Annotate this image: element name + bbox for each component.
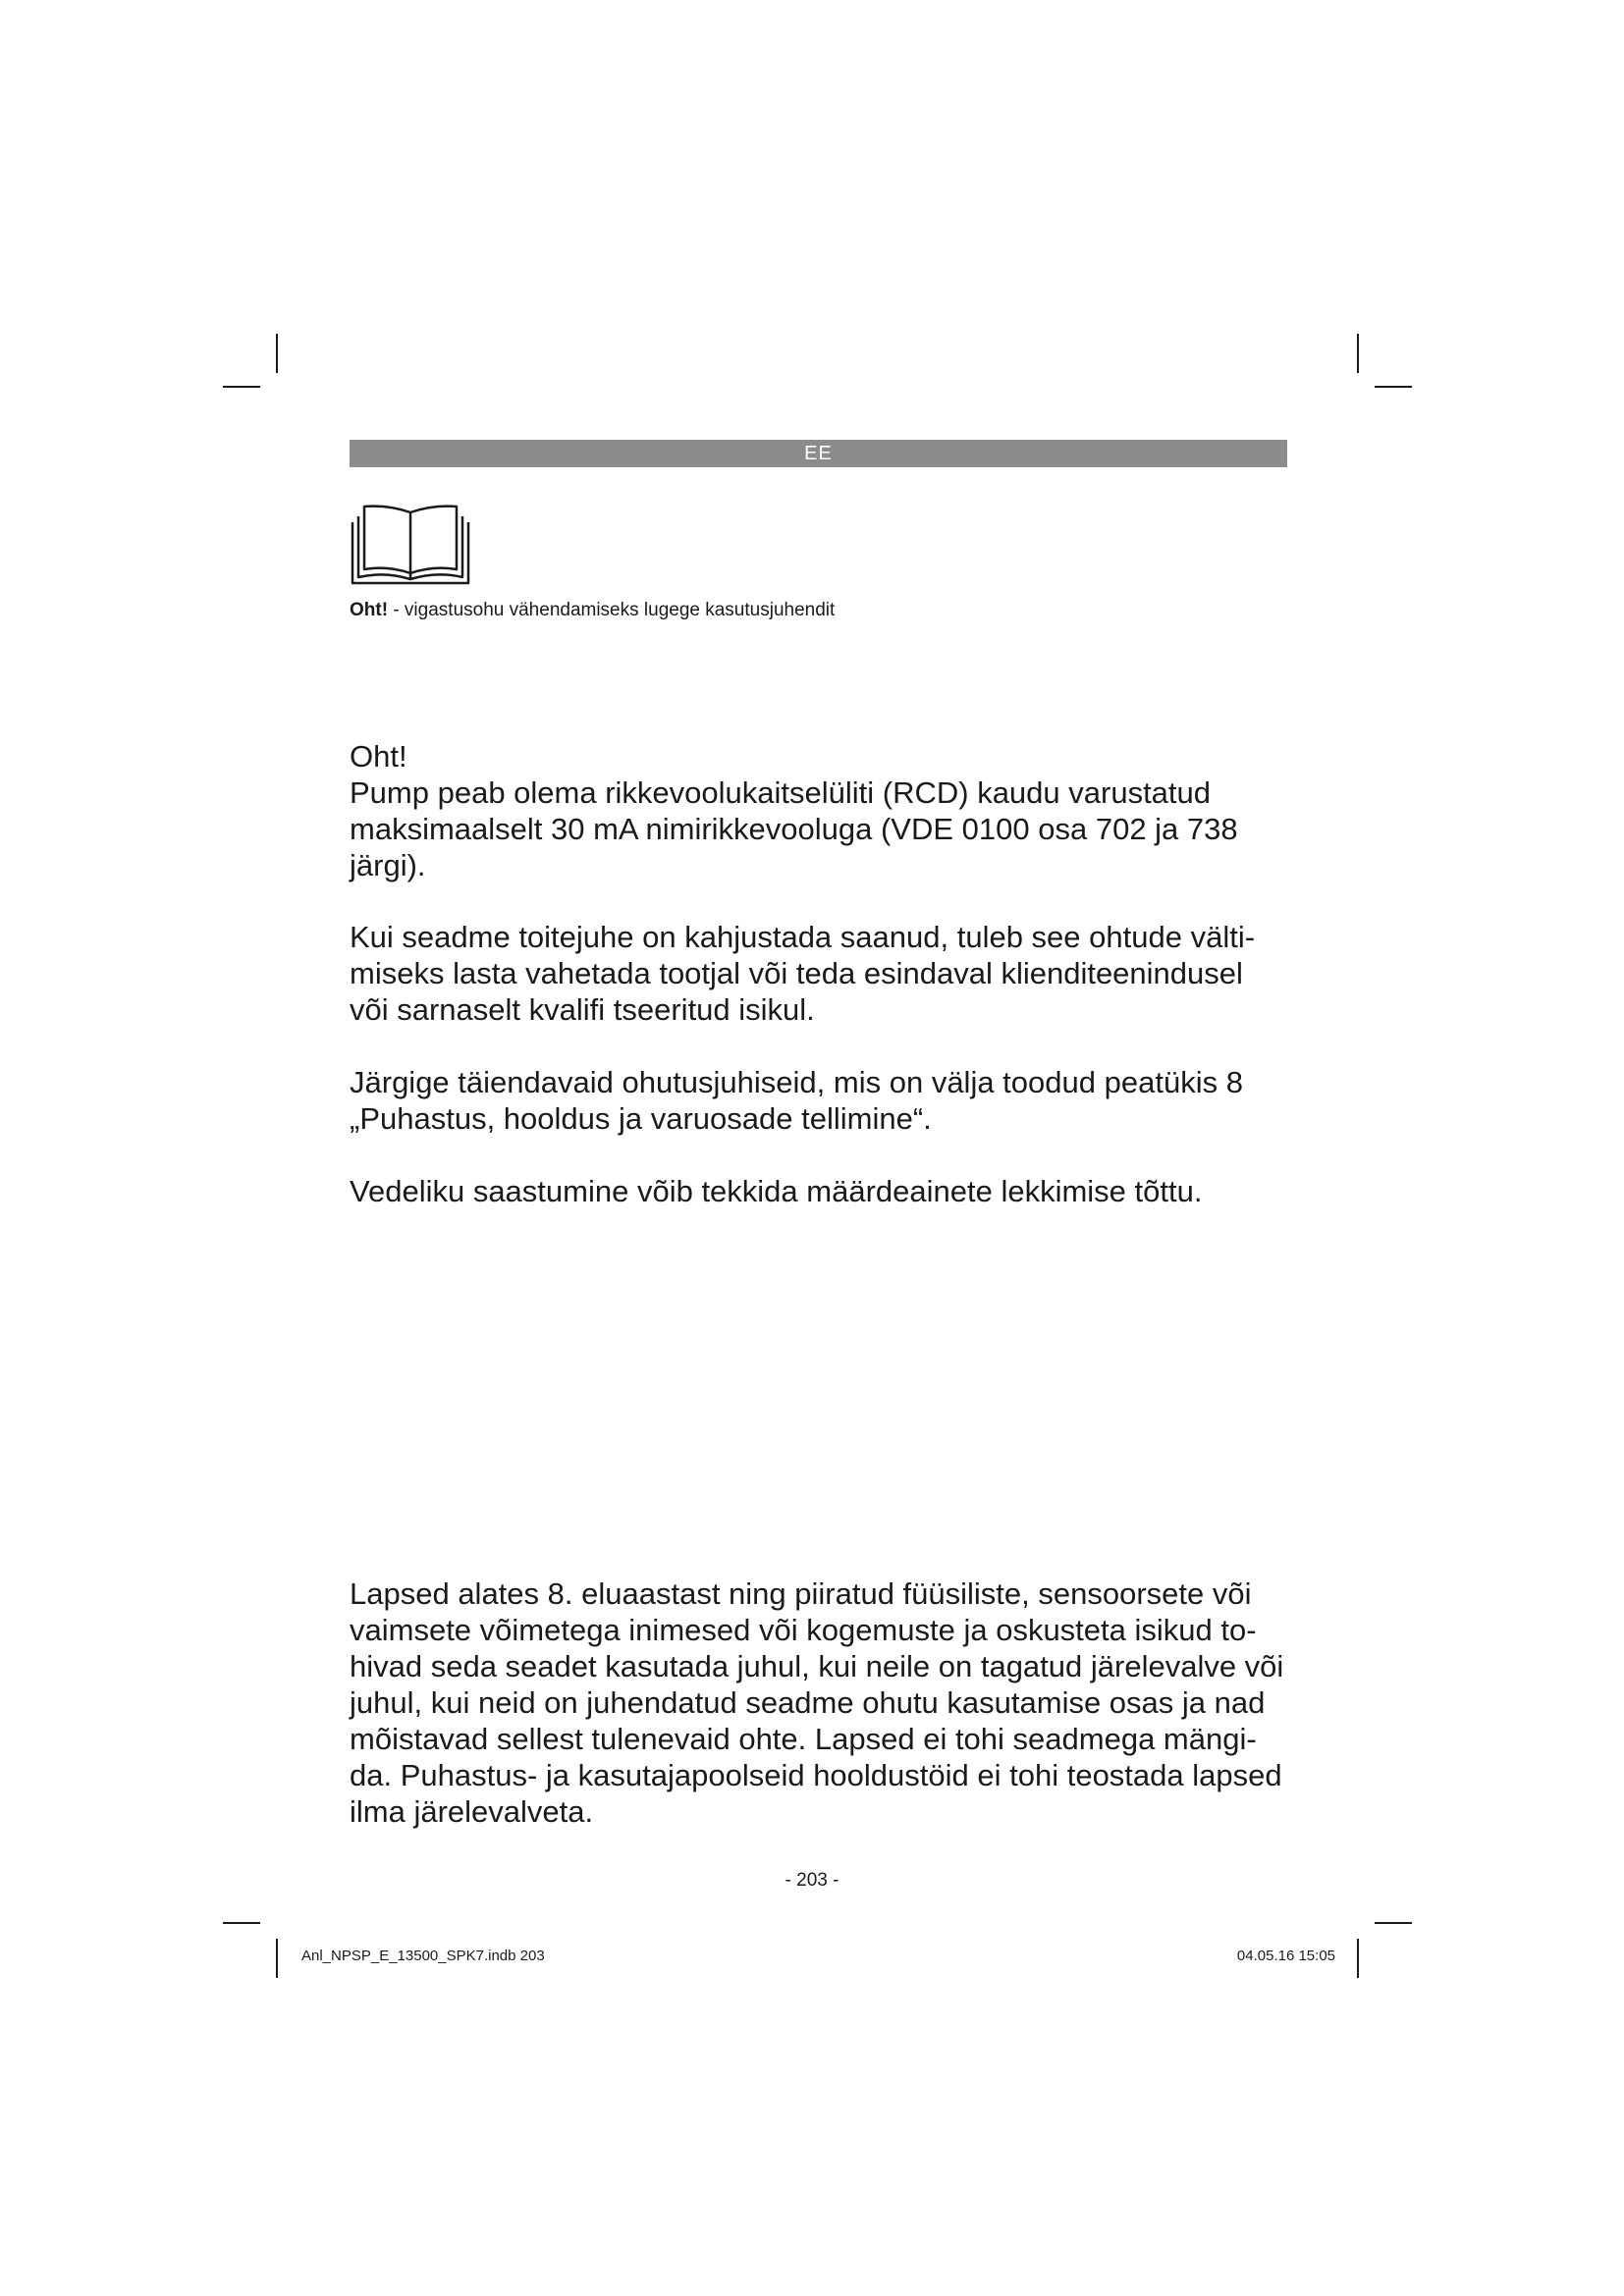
paragraph-line: hivad seda seadet kasutada juhul, kui neile on tagatud järelevalve või: [350, 1649, 1284, 1683]
paragraph-line: Pump peab olema rikkevoolukaitselüliti (RCD) kaudu varustatud: [350, 775, 1212, 810]
book-icon: [351, 503, 470, 585]
language-header-bar: [350, 440, 1287, 467]
rcd-warning-heading: Oht!: [350, 739, 407, 774]
footer-date-time: 04.05.16 15:05: [1236, 1948, 1335, 1964]
paragraph-line: maksimaalselt 30 mA nimirikkevooluga (VDE 0100 osa 702 ja 738: [350, 812, 1238, 846]
paragraph-line: Kui seadme toitejuhe on kahjustada saanud, tuleb see ohtude välti-: [350, 920, 1256, 954]
crop-mark-bottom-right-horizontal: [1375, 1922, 1412, 1924]
paragraph-line: Järgige täiendavaid ohutusjuhiseid, mis on välja toodud peatükis 8: [350, 1065, 1243, 1099]
contamination-paragraph: [350, 1173, 1292, 1209]
power-cable-paragraph: [350, 919, 1292, 1028]
crop-mark-top-left-vertical: [276, 334, 278, 373]
paragraph-line: või sarnaselt kvalifi tseeritud isikul.: [350, 992, 815, 1027]
warning-caption: [350, 599, 835, 622]
crop-mark-bottom-left-vertical: [276, 1939, 278, 1978]
paragraph-line: ilma järelevalveta.: [350, 1794, 594, 1829]
paragraph-line: Vedeliku saastumine võib tekkida määrdeainete lekkimise tõttu.: [350, 1174, 1203, 1208]
paragraph-line: mõistavad sellest tulenevaid ohte. Lapsed ei tohi seadmega mängi-: [350, 1722, 1257, 1756]
footer-file-info: Anl_NPSP_E_13500_SPK7.indb 203: [301, 1948, 545, 1964]
paragraph-line: da. Puhastus- ja kasutajapoolseid hooldustöid ei tohi teostada lapsed: [350, 1758, 1282, 1792]
crop-mark-bottom-right-vertical: [1357, 1939, 1359, 1978]
paragraph-line: juhul, kui neid on juhendatud seadme ohutu kasutamise osas ja nad: [350, 1685, 1266, 1720]
warning-caption-text: - vigastusohu vähendamiseks lugege kasutusjuhendit: [388, 600, 836, 620]
paragraph-line: Lapsed alates 8. eluaastast ning piiratud füüsiliste, sensoorsete või: [350, 1576, 1252, 1611]
paragraph-line: miseks lasta vahetada tootjal või teda esindaval klienditeenindusel: [350, 956, 1243, 990]
crop-mark-top-right-horizontal: [1375, 386, 1412, 388]
paragraph-line: järgi).: [350, 848, 426, 882]
crop-mark-bottom-left-horizontal: [223, 1922, 260, 1924]
crop-mark-top-left-horizontal: [223, 386, 260, 388]
crop-mark-top-right-vertical: [1357, 334, 1359, 373]
rcd-warning-paragraph: [350, 738, 1292, 883]
children-paragraph: [350, 1575, 1292, 1830]
safety-instructions-paragraph: [350, 1064, 1292, 1137]
warning-caption-bold: Oht!: [350, 600, 389, 620]
language-code: EE: [804, 443, 833, 464]
page-number: - 203 -: [785, 1870, 839, 1891]
paragraph-line: vaimsete võimetega inimesed või kogemuste ja oskusteta isikud to-: [350, 1613, 1257, 1647]
paragraph-line: „Puhastus, hooldus ja varuosade tellimine“.: [350, 1101, 932, 1136]
